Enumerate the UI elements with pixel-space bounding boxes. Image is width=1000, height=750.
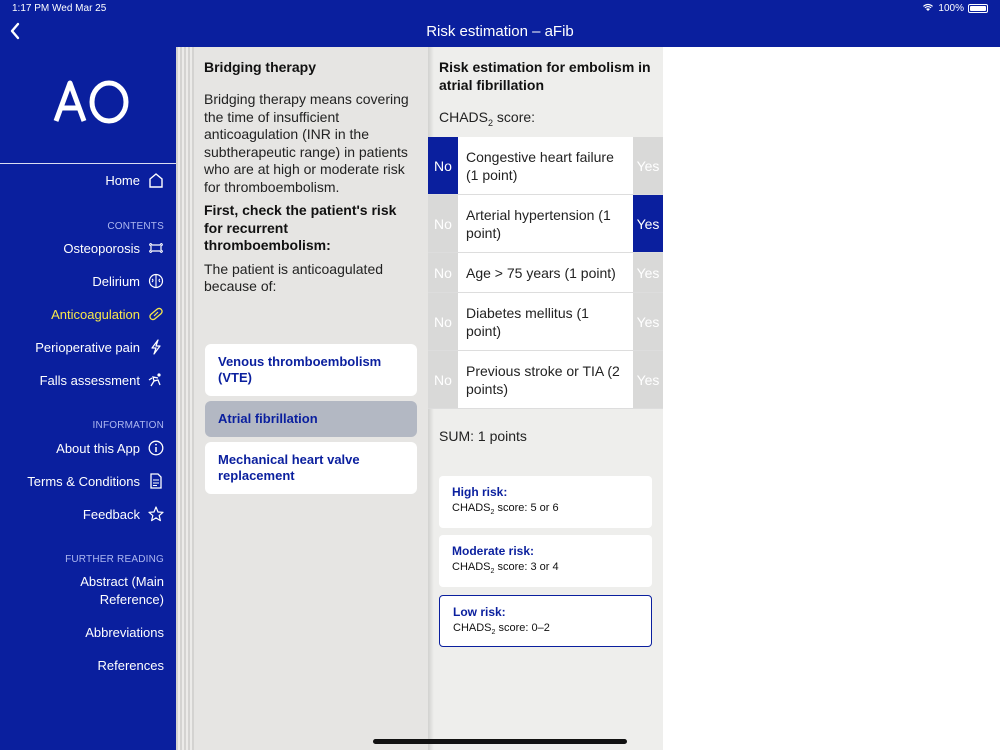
sidebar-item-home[interactable] [105, 172, 164, 188]
detail-area [663, 47, 1000, 750]
home-icon [148, 172, 164, 188]
criterion-row [428, 253, 663, 293]
risk-card-moderate[interactable] [439, 535, 652, 587]
star-icon [148, 506, 164, 522]
section-further-reading: FURTHER READING [65, 554, 164, 565]
sidebar-item-label: Falls assessment [39, 372, 140, 388]
no-button[interactable]: No [428, 195, 458, 252]
sidebar-divider [0, 163, 176, 164]
wifi-icon [922, 3, 934, 14]
yes-button[interactable]: Yes [633, 293, 663, 350]
no-button[interactable]: No [428, 293, 458, 350]
battery-percent: 100% [938, 3, 964, 14]
section-contents: CONTENTS [107, 221, 164, 232]
question-text: The patient is anticoagulated because of: [204, 260, 384, 294]
option-atrial-fibrillation[interactable]: Atrial fibrillation [205, 401, 417, 437]
no-button[interactable]: No [428, 137, 458, 194]
sidebar-item-falls-assessment[interactable] [40, 372, 164, 388]
home-indicator[interactable] [373, 739, 627, 744]
no-button[interactable]: No [428, 351, 458, 408]
criterion-label: Previous stroke or TIA (2 points) [458, 351, 633, 408]
pill-icon [148, 306, 164, 322]
option-vte[interactable]: Venous thromboembolism (VTE) [205, 344, 417, 396]
criterion-row [428, 195, 663, 253]
risk-panel-title: Risk estimation for embolism in atrial fibrillation [439, 59, 651, 93]
score-sum: SUM: 1 points [439, 428, 527, 444]
criterion-label: Congestive heart failure (1 point) [458, 137, 633, 194]
criterion-label: Arterial hypertension (1 point) [458, 195, 633, 252]
top-bar [0, 0, 1000, 47]
criterion-label: Diabetes mellitus (1 point) [458, 293, 633, 350]
no-button[interactable]: No [428, 253, 458, 292]
yes-button[interactable]: Yes [633, 195, 663, 252]
sidebar-item-label: About this App [56, 440, 140, 456]
risk-card-low[interactable] [439, 595, 652, 647]
lightning-icon [148, 339, 164, 355]
sidebar-item-label: Home [105, 172, 140, 188]
sidebar-item-about[interactable] [56, 440, 164, 456]
instruction-heading: First, check the patient's risk for recurrent thromboembolism: [204, 202, 397, 253]
description-paragraph: Bridging therapy means covering the time of insufficient anticoagulation (INR in the subtherapeutic range) in patients who are at high or moderate risk for thromboembolism. [204, 91, 409, 195]
option-mechanical-heart-valve[interactable]: Mechanical heart valve replacement [205, 442, 417, 494]
criterion-row [428, 293, 663, 351]
bone-icon [148, 240, 164, 256]
risk-score-range: $CHADS_2$ score: 0–2 [453, 622, 550, 637]
sidebar-item-feedback[interactable] [83, 506, 164, 522]
sidebar-item-label: Perioperative pain [35, 339, 140, 355]
status-time: 1:17 PM Wed Mar 25 [12, 3, 107, 14]
risk-score-range: $CHADS_2$ score: 5 or 6 [452, 502, 559, 517]
status-indicators [922, 3, 988, 14]
risk-estimation-panel [428, 47, 663, 750]
sidebar-item-label: Terms & Conditions [27, 473, 140, 489]
sidebar-item-label: Osteoporosis [63, 240, 140, 256]
criterion-row [428, 351, 663, 409]
falling-person-icon [148, 372, 164, 388]
sidebar-item-terms[interactable] [27, 473, 164, 489]
sidebar-item-label: Feedback [82, 506, 140, 522]
bridging-therapy-panel [176, 47, 428, 750]
document-icon [148, 473, 164, 489]
sidebar-item-label: Anticoagulation [51, 306, 140, 322]
sidebar-item-delirium[interactable] [92, 273, 164, 289]
criterion-row [428, 137, 663, 195]
sidebar-item-abstract[interactable]: Abstract (Main Reference) [80, 574, 164, 607]
risk-title: Moderate risk: [452, 544, 535, 558]
yes-button[interactable]: Yes [633, 351, 663, 408]
page-title: Risk estimation – aFib [426, 23, 574, 40]
yes-button[interactable]: Yes [633, 253, 663, 292]
sidebar-item-anticoagulation[interactable] [51, 306, 164, 322]
sidebar [0, 47, 176, 750]
stack-edge-decoration [176, 47, 194, 750]
bridging-therapy-text [204, 59, 416, 296]
ao-logo [52, 77, 132, 125]
risk-title: High risk: [452, 485, 508, 499]
criterion-label: Age > 75 years (1 point) [458, 253, 633, 292]
panel-title: Bridging therapy [204, 59, 317, 75]
sidebar-item-references[interactable]: References [97, 658, 164, 673]
chads-score-label: $CHADS_2$ score: [439, 109, 536, 128]
sidebar-item-abbreviations[interactable]: Abbreviations [85, 625, 164, 640]
risk-score-range: $CHADS_2$ score: 3 or 4 [452, 561, 559, 576]
sidebar-item-perioperative-pain[interactable] [35, 339, 164, 355]
yes-button[interactable]: Yes [633, 137, 663, 194]
sidebar-item-label: Delirium [92, 273, 140, 289]
risk-card-high[interactable] [439, 476, 652, 528]
info-icon [148, 440, 164, 456]
brain-icon [148, 273, 164, 289]
risk-title: Low risk: [453, 605, 506, 619]
section-information: INFORMATION [92, 420, 164, 431]
battery-icon [968, 4, 988, 13]
sidebar-item-osteoporosis[interactable] [63, 240, 164, 256]
